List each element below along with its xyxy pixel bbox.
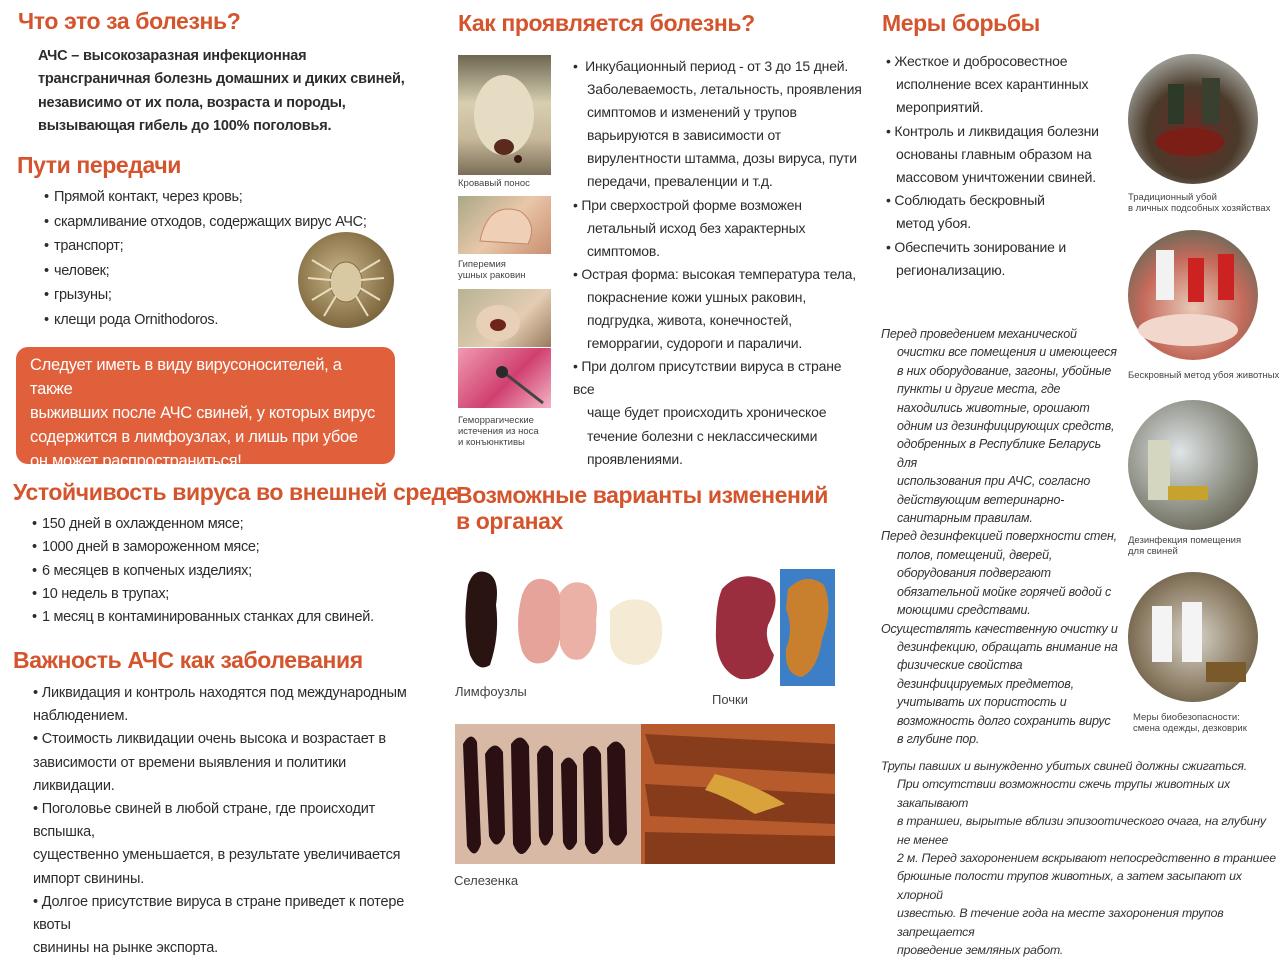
importance-title: Важность АЧС как заболевания [13,647,363,673]
list-item: • Инкубационный период - от 3 до 15 дней. Заболеваемость, летальность, проявления симптомов и изменений у трупов варьируются в зависимости от вирулентности штамма, дозы вируса, пути передачи, преваленции и т.д. [573,58,862,190]
ear-icon [458,196,551,254]
people-icon [1128,54,1258,184]
resistance-list [32,513,374,629]
list-item: • клещи рода Ornithodoros. [44,308,367,333]
list-item: • Соблюдать бескровный метод убоя. [886,192,1045,232]
kidneys-icon [712,569,835,686]
caption-ear-hyperemia: Гиперемия ушных раковин [458,259,526,281]
what-title: Что это за болезнь? [18,8,241,34]
disinfection-text: Перед проведением механической очистки все помещения и имеющееся в них оборудование, загоны, убойные пункты и другие места, где находились животные, орошают одним из дезинфицирующих средств, одобренных в Республике Беларусь для использования при АЧС, согласно действующим ветеринарно- санитарным правилам. Перед дезинфекцией поверхности стен, полов, помещений, дверей, оборудования подвергают обязательной мойке горячей водой с моющими средствами. Осуществлять качественную очистку и дезинфекцию, обращать внимание на физические свойства дезинфицируемых предметов, учитывать их пористость и возможность долго сохранить вирус в глубине пор. [881,327,1118,746]
organs-title: Возможные варианты изменений в органах [456,482,828,534]
label-spleen: Селезенка [454,873,519,888]
workers-icon [1128,230,1258,360]
lymph-nodes-icon [460,565,695,675]
caption-bloody-diarrhea: Кровавый понос [458,178,530,189]
list-item: • Острая форма: высокая температура тела, покраснение кожи ушных раковин, подгрудка, живота, конечностей, геморрагии, судороги и параличи. [573,265,856,352]
conjunctiva-photo [458,348,551,408]
list-item: • Ликвидация и контроль находятся под международным наблюдением. [33,685,407,725]
what-text: АЧС – высокозаразная инфекционная трансграничная болезнь домашних и диких свиней, независимо от их пола, возраста и породы, вызывающая гибель до 100% поголовья. [38,48,405,135]
eye-icon [458,348,551,408]
spleen-photo [455,724,835,864]
burial-text: Трупы павших и вынужденно убитых свиней должны сжигаться. При отсутствии возможности сжечь трупы животных их закапывают в траншеи, вырытые вблизи эпизоотического очага, на глубину не менее 2 м. Перед захоронением вскрывают непосредственно в траншее брюшные полости трупов животных, а затем засыпают их хлорной известью. В течение года на месте захоронения трупов запрещается проведение земляных работ. [881,759,1276,958]
transmission-title: Пути передачи [17,152,182,178]
caption-traditional-slaughter: Традиционный убой в личных подсобных хозяйствах [1128,192,1271,214]
list-item: • Долгое присутствие вируса в стране приведет к потере квоты свинины на рынке экспорта. [33,893,405,957]
tick-icon [298,232,394,328]
tick-photo [298,232,394,328]
list-item: • Поголовье свиней в любой стране, где происходит вспышка, существенно уменьшается, в результате увеличивается импорт свинины. [33,801,401,887]
biosecurity-photo [1128,572,1258,702]
bloodless-slaughter-photo [1128,230,1258,360]
control-title: Меры борьбы [882,10,1040,36]
list-item: • 1000 дней в замороженном мясе; [32,536,374,559]
list-item: • 150 дней в охлажденном мясе; [32,513,374,536]
manifest-title: Как проявляется болезнь? [458,10,755,36]
manifest-list [573,55,865,471]
list-item: • 10 недель в трупах; [32,583,374,606]
list-item: • При долгом присутствии вируса в стране все чаще будет происходить хроническое течение болезни с неклассическими проявлениями. [573,358,842,467]
list-item: • Контроль и ликвидация болезни основаны главным образом на массовом уничтожении свиней. [886,122,1099,186]
column-left [0,0,459,957]
protective-suit-icon [1128,572,1258,702]
sprayer-icon [1128,400,1258,530]
list-item: • Жесткое и добросовестное исполнение всех карантинных мероприятий. [886,53,1089,116]
caption-disinfection: Дезинфекция помещения для свиней [1128,535,1242,557]
list-item: • При сверхострой форме возможен летальный исход без характерных симптомов. [573,196,806,259]
label-kidneys: Почки [712,692,749,707]
list-item: • Обеспечить зонирование и регионализацию. [886,238,1067,278]
column-middle [425,0,865,898]
caption-bloodless-slaughter: Бескровный метод убоя животных [1128,370,1280,381]
caption-biosecurity: Меры биобезопасности: смена одежды, дезковрик [1133,712,1247,734]
label-lymph-nodes: Лимфоузлы [455,684,527,699]
lymph-nodes-photo [460,565,695,675]
list-item: • 1 месяц в контаминированных станках для свиней. [32,606,374,629]
control-list [886,50,1099,282]
list-item: • транспорт; [44,234,367,259]
list-item: • Стоимость ликвидации очень высока и возрастает в зависимости от времени выявления и политики ликвидации. [33,731,386,794]
caption-nose-hemorrhage: Геморрагические истечения из носа и конъюнктивы [458,415,539,448]
virus-carrier-callout: Следует иметь в виду вирусоносителей, а также выживших после АЧС свиней, у которых вирус содержится в лимфоузлах, и лишь при убое он может распространиться! [16,347,395,464]
snout-icon [458,289,551,347]
traditional-slaughter-photo [1128,54,1258,184]
list-item: • грызуны; [44,283,367,308]
column-right [865,0,1280,958]
bloody-diarrhea-photo [458,55,551,175]
list-item: • человек; [44,259,367,284]
pig-rear-icon [458,55,551,175]
spleen-icon [455,724,835,864]
nose-hemorrhage-photo [458,289,551,347]
list-item: • скармливание отходов, содержащих вирус АЧС; [44,210,367,235]
ear-hyperemia-photo [458,196,551,254]
importance-list [33,682,425,960]
kidneys-photo [712,569,835,686]
disinfection-photo [1128,400,1258,530]
list-item: • Прямой контакт, через кровь; [44,185,367,210]
resistance-title: Устойчивость вируса во внешней среде [13,479,459,505]
list-item: • 6 месяцев в копченых изделиях; [32,560,374,583]
